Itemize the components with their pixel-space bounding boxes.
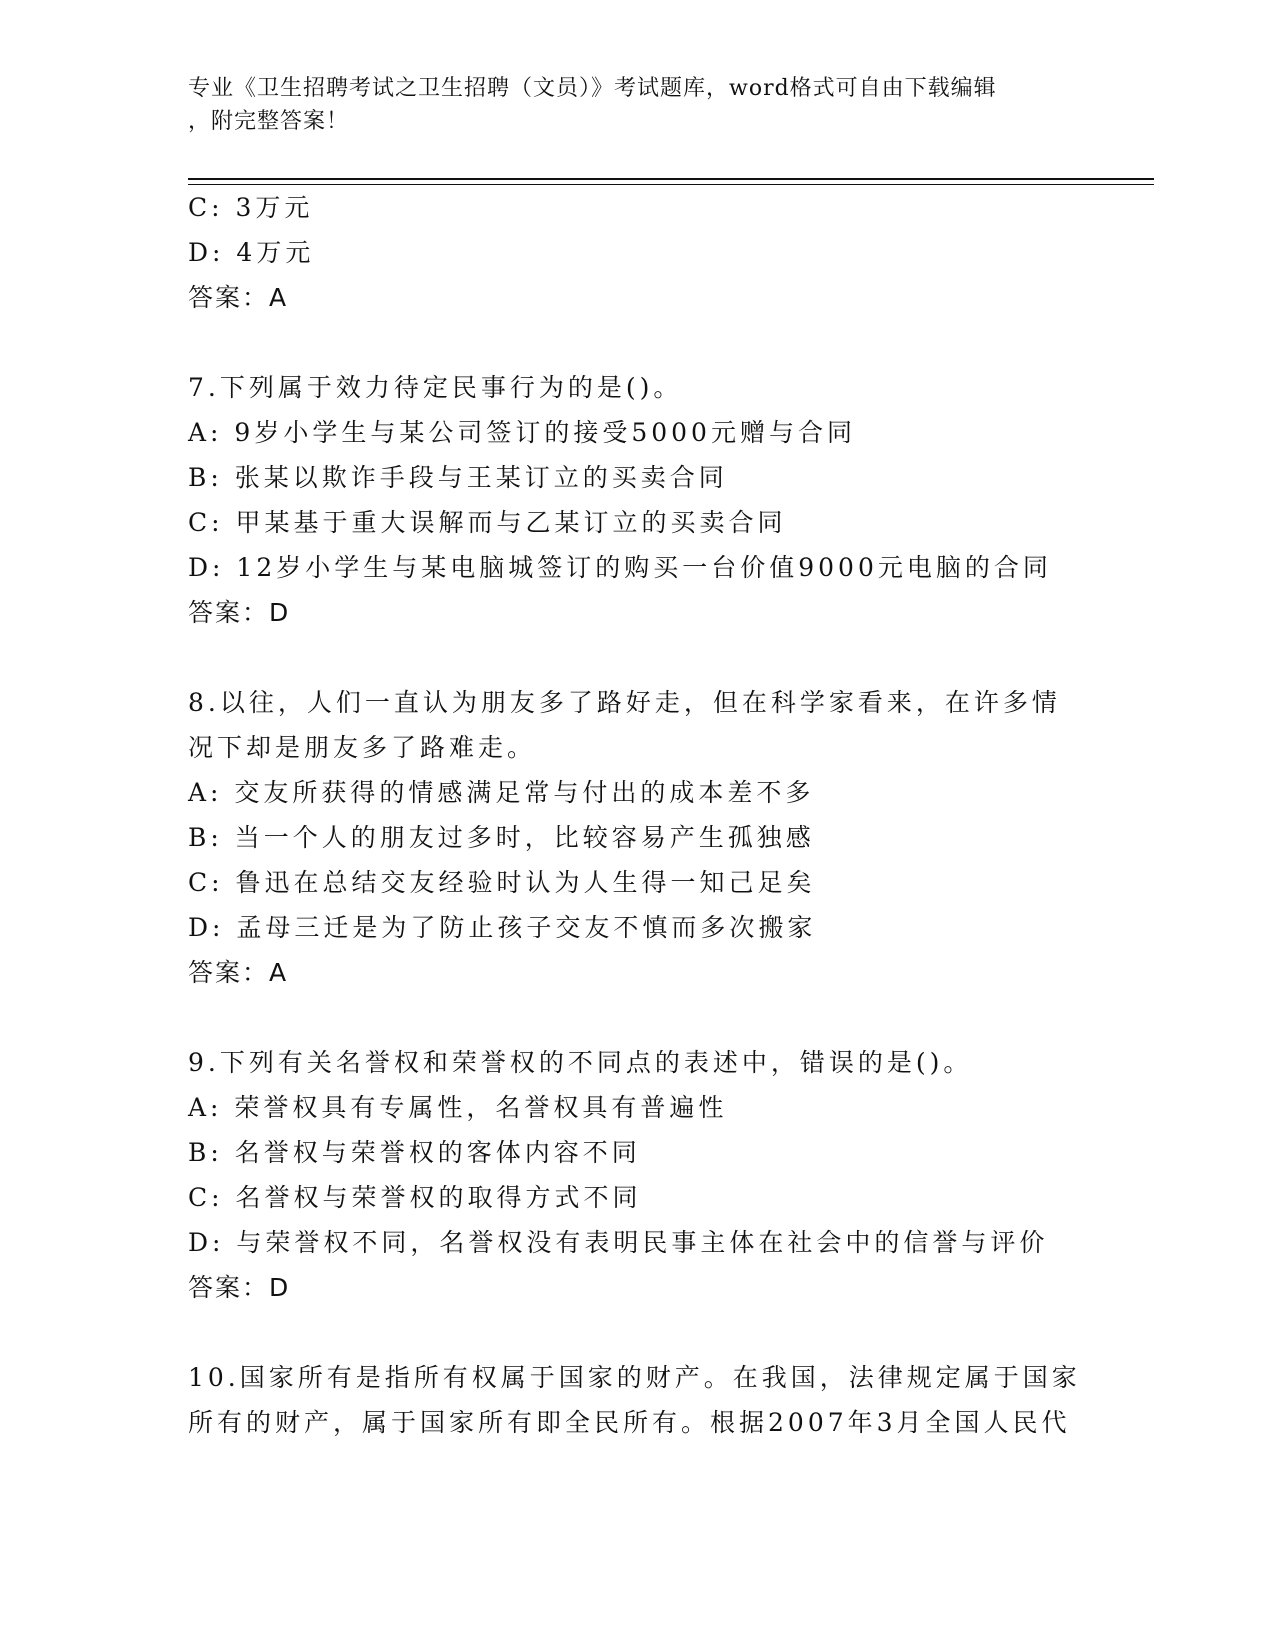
q9-stem: 9.下列有关名誉权和荣誉权的不同点的表述中，错误的是()。 [188,1048,973,1077]
q7-option-b: B: 张某以欺诈手段与王某订立的买卖合同 [188,463,728,492]
q9-option-c: C: 名誉权与荣誉权的取得方式不同 [188,1183,642,1212]
q6-answer: 答案：A [188,283,289,312]
q9-option-b: B: 名誉权与荣誉权的客体内容不同 [188,1138,641,1167]
q8-answer: 答案：A [188,958,289,987]
q8-option-d: D: 孟母三迁是为了防止孩子交友不慎而多次搬家 [188,913,817,942]
header-rule-thick [188,178,1154,180]
q8-option-c: C: 鲁迅在总结交友经验时认为人生得一知己足矣 [188,868,816,897]
q7-option-c: C: 甲某基于重大误解而与乙某订立的买卖合同 [188,508,787,537]
q8-option-a: A: 交友所获得的情感满足常与付出的成本差不多 [188,778,815,807]
q6-option-c: C: 3万元 [188,193,314,222]
q8-stem-line-1: 8.以往，人们一直认为朋友多了路好走，但在科学家看来，在许多情 [188,688,1061,717]
document-header [188,72,1088,138]
q9-option-a: A: 荣誉权具有专属性，名誉权具有普遍性 [188,1093,728,1122]
header-rule-thin [188,184,1154,185]
q10-stem-line-1: 10.国家所有是指所有权属于国家的财产。在我国，法律规定属于国家 [188,1363,1081,1392]
q8-option-b: B: 当一个人的朋友过多时，比较容易产生孤独感 [188,823,815,852]
q7-option-a: A: 9岁小学生与某公司签订的接受5000元赠与合同 [188,418,856,447]
header-line-1: 专业《卫生招聘考试之卫生招聘（文员）》考试题库，word格式可自由下载编辑 [188,76,997,101]
q9-answer: 答案：D [188,1273,291,1302]
q7-stem: 7.下列属于效力待定民事行为的是()。 [188,373,683,402]
q6-option-d: D: 4万元 [188,238,315,267]
q7-option-d: D: 12岁小学生与某电脑城签订的购买一台价值9000元电脑的合同 [188,553,1052,582]
header-line-2: ，附完整答案！ [188,109,350,134]
q9-option-d: D: 与荣誉权不同，名誉权没有表明民事主体在社会中的信誉与评价 [188,1228,1049,1257]
q7-answer: 答案：D [188,598,291,627]
q8-stem-line-2: 况下却是朋友多了路难走。 [188,733,537,762]
q10-stem-line-2: 所有的财产，属于国家所有即全民所有。根据2007年3月全国人民代 [188,1408,1071,1437]
